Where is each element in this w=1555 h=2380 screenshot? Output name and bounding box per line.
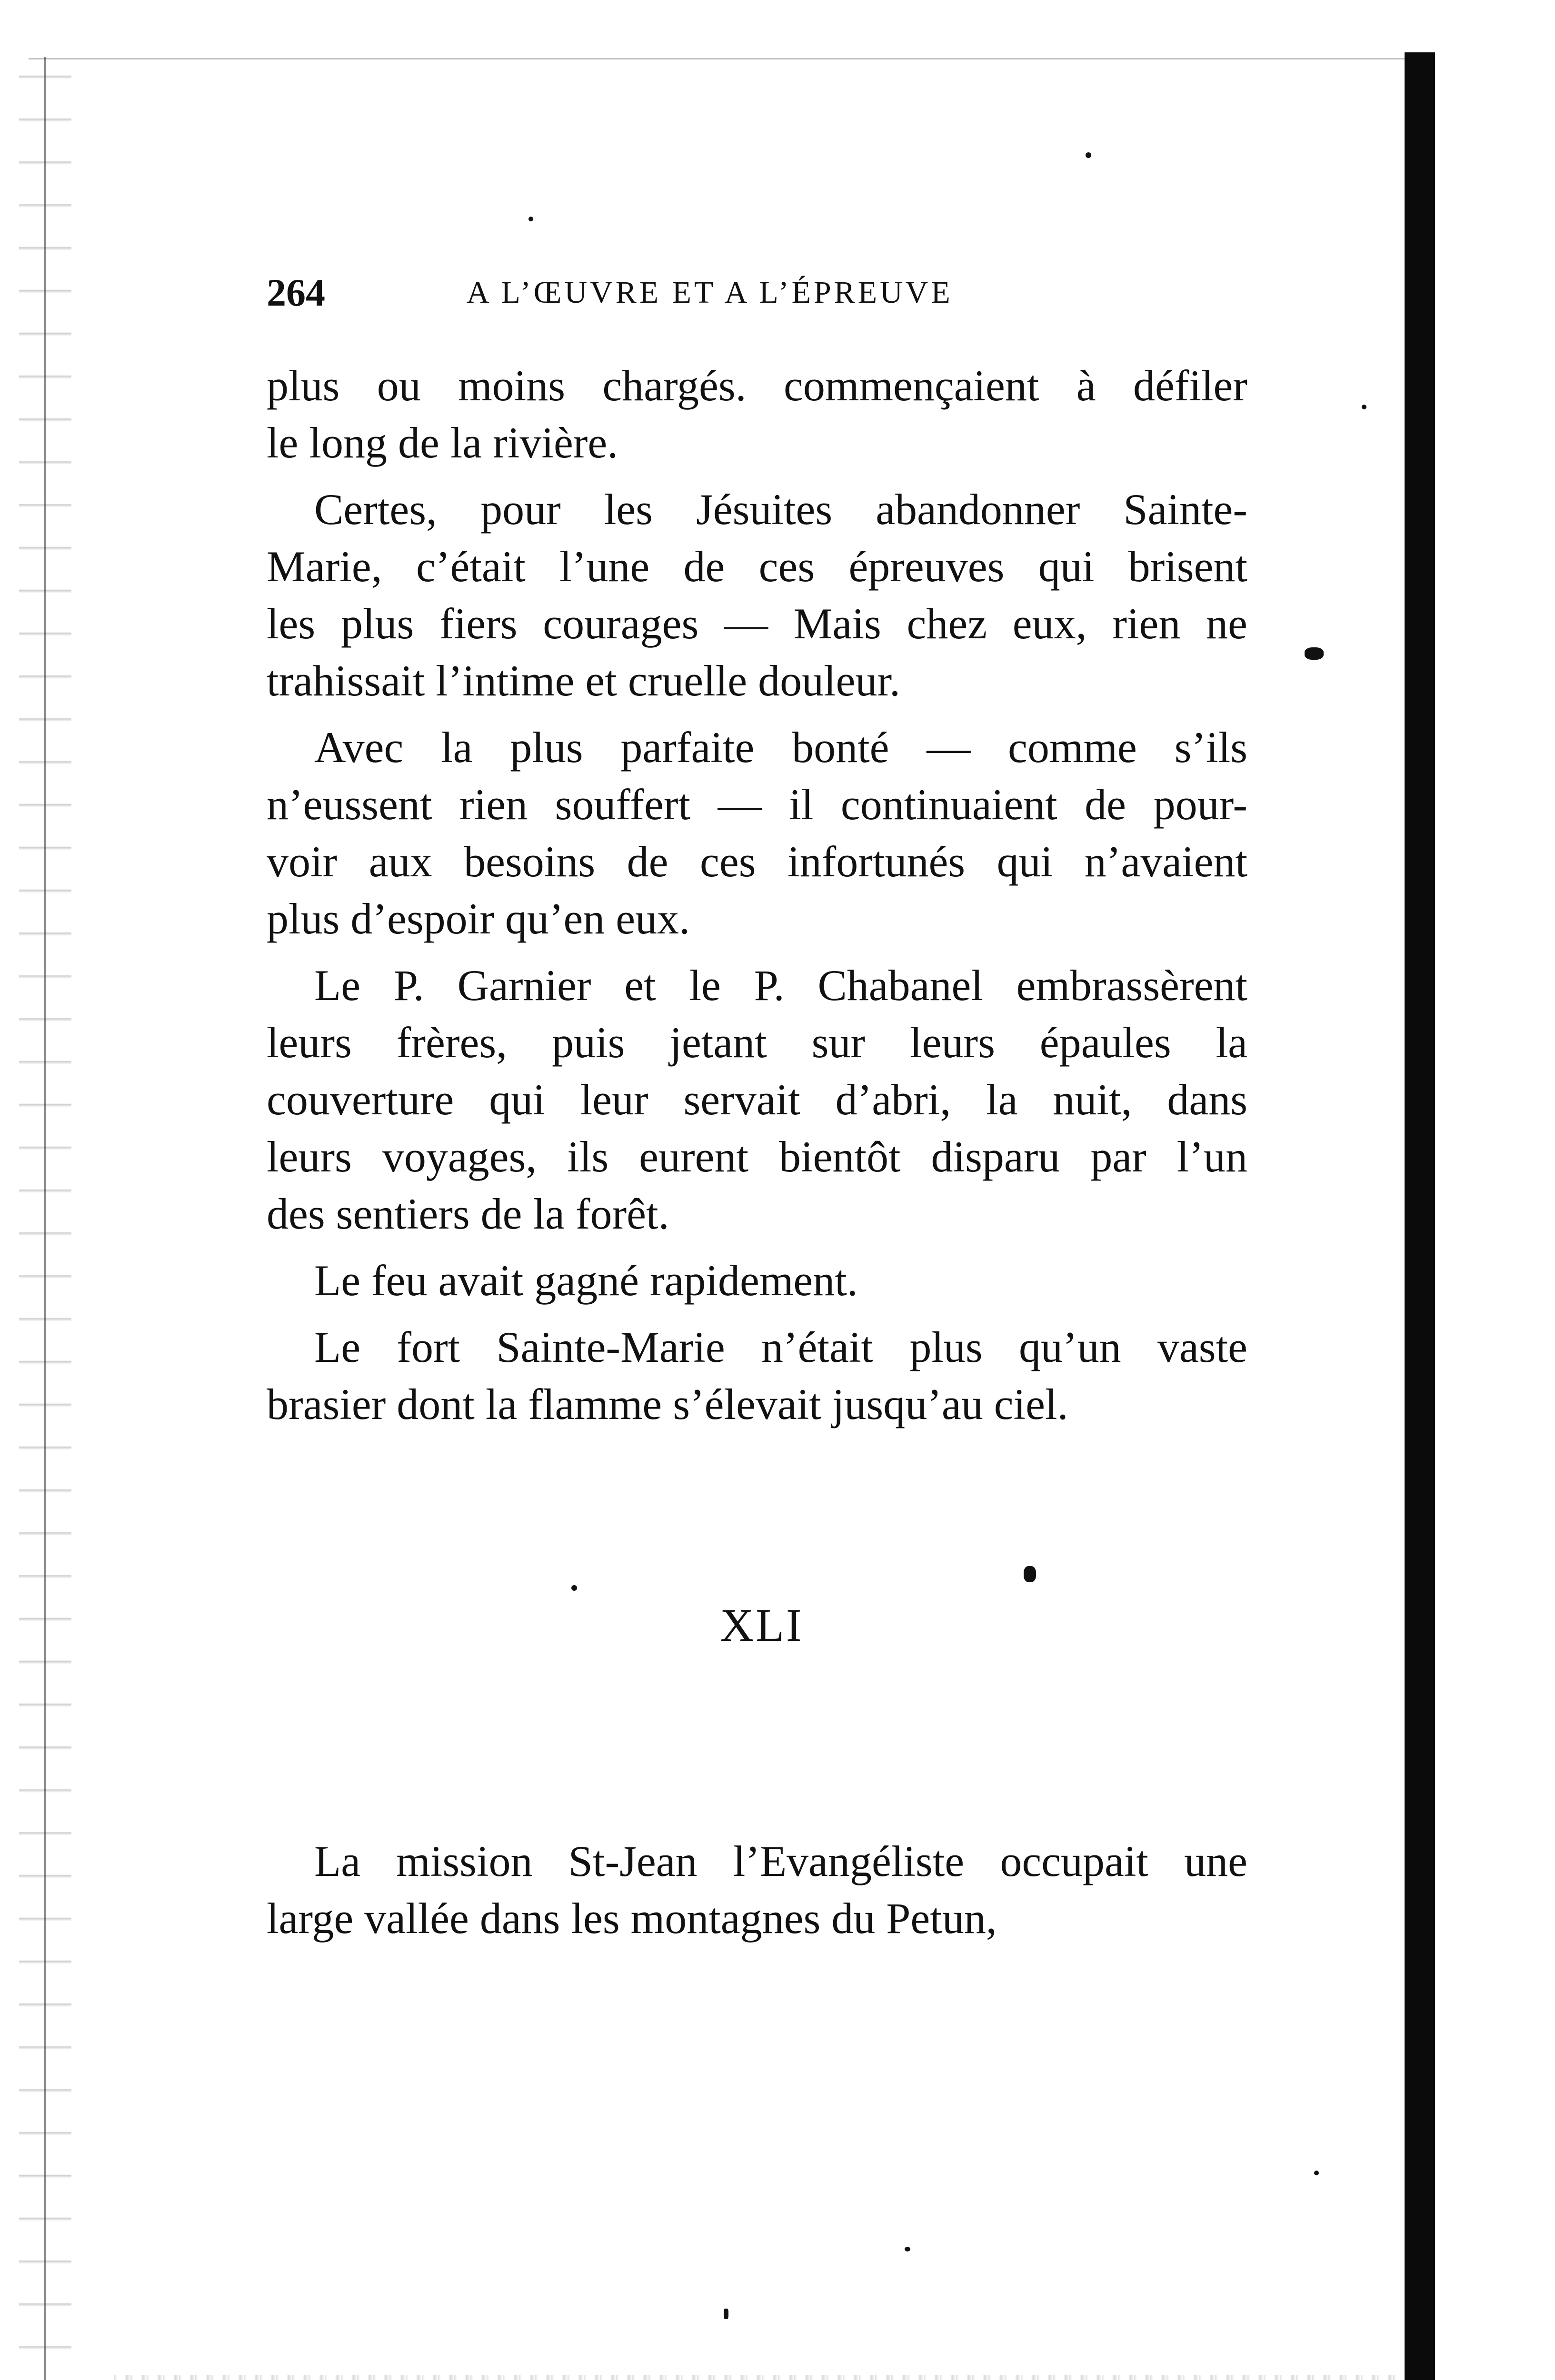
text-line: La mission St-Jean l’Evangéliste occupait une [314, 1837, 1247, 1885]
scan-speck [528, 217, 533, 221]
scan-speck [1086, 152, 1091, 158]
scan-speck [571, 1585, 577, 1591]
scan-speck [1362, 405, 1366, 409]
page-number: 264 [267, 271, 325, 314]
running-title: A L’ŒUVRE ET A L’ÉPREUVE [467, 275, 953, 310]
text-line: leurs frères, puis jetant sur leurs épaules la [267, 1018, 1247, 1067]
text-line: Certes, pour les Jésuites abandonner Sainte- [314, 485, 1247, 534]
text-line: leurs voyages, ils eurent bientôt disparu par l’un [267, 1132, 1247, 1181]
scan-speck [1024, 1566, 1036, 1582]
text-line: large vallée dans les montagnes du Petun, [267, 1894, 997, 1943]
running-header [267, 267, 1305, 319]
text-line: le long de la rivière. [267, 418, 618, 467]
scan-top-edge [29, 58, 1409, 60]
scan-right-edge-bar [1405, 52, 1435, 2380]
scan-bottom-noise [114, 2375, 1400, 2380]
text-line: Le P. Garnier et le P. Chabanel embrassèrent [314, 961, 1247, 1010]
text-line: Le feu avait gagné rapidement. [314, 1256, 858, 1305]
text-line: n’eussent rien souffert — il continuaient de pour- [267, 780, 1247, 829]
scan-speck [905, 2247, 910, 2251]
text-line: couverture qui leur servait d’abri, la nuit, dans [267, 1075, 1247, 1124]
scan-speck [1305, 647, 1324, 660]
text-line: plus ou moins chargés. commençaient à défiler [267, 361, 1247, 410]
text-line: voir aux besoins de ces infortunés qui n’avaient [267, 837, 1247, 886]
text-line: Avec la plus parfaite bonté — comme s’ils [314, 723, 1247, 772]
text-line: les plus fiers courages — Mais chez eux, rien ne [267, 599, 1247, 648]
text-line: des sentiers de la forêt. [267, 1190, 669, 1238]
text-line: Marie, c’était l’une de ces épreuves qui brisent [267, 542, 1247, 591]
scan-binding-line [44, 57, 46, 2380]
scan-speck [724, 2309, 728, 2319]
text-line: plus d’espoir qu’en eux. [267, 894, 690, 943]
text-line: trahissait l’intime et cruelle douleur. [267, 656, 901, 705]
text-line: brasier dont la flamme s’élevait jusqu’au ciel. [267, 1380, 1068, 1428]
text-line: Le fort Sainte-Marie n’était plus qu’un vaste [314, 1323, 1247, 1371]
scan-speck [1314, 2171, 1319, 2175]
chapter-heading: XLI [720, 1600, 804, 1651]
